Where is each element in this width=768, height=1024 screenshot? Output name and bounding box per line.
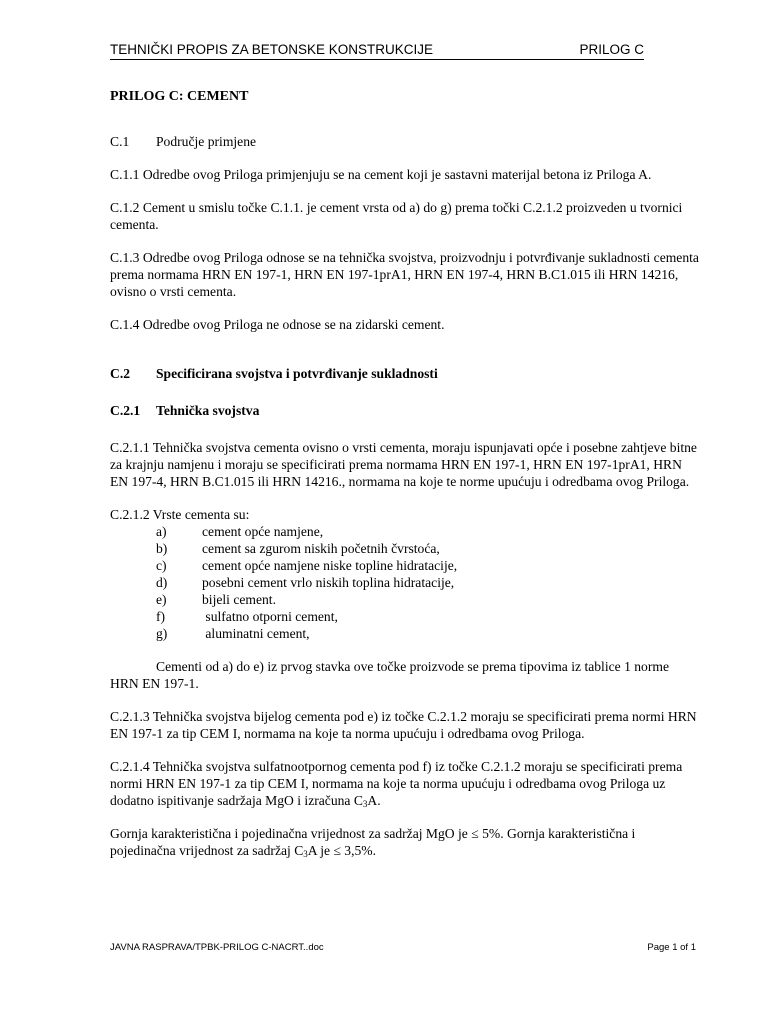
list-item: [156, 574, 700, 591]
document-body: [110, 88, 700, 875]
page-header: [110, 42, 644, 60]
list-item: [156, 591, 700, 608]
footer-filename: JAVNA RASPRAVA/TPBK-PRILOG C-NACRT..doc: [110, 942, 324, 953]
list-text: sulfatno otporni cement,: [202, 609, 338, 624]
limit-mgo: Gornja karakteristična i pojedinačna vrijednost za sadržaj MgO je ≤ 5%.: [110, 826, 504, 841]
paragraph-c13: C.1.3 Odredbe ovog Priloga odnose se na tehnička svojstva, proizvodnju i potvrđivanje sukladnosti cementa prema normama HRN EN 197-1, HRN EN 197-1prA1, HRN EN 197-4, HRN B.C1.015 ili HRN 14216, ovisno o vrsti cementa.: [110, 250, 699, 299]
section-c2-heading: [110, 365, 700, 382]
cement-types-list: [156, 523, 700, 642]
paragraph-c11: C.1.1 Odredbe ovog Priloga primjenjuju se na cement koji je sastavni materijal betona iz Priloga A.: [110, 167, 652, 182]
list-item: [156, 625, 700, 642]
paragraph-c213: C.2.1.3 Tehnička svojstva bijelog cementa pod e) iz točke C.2.1.2 moraju se specificirati prema normi HRN EN 197-1 za tip CEM I, normama na koje ta norma upućuju i odredbama ovog Priloga.: [110, 709, 697, 741]
section-c1-heading: [110, 133, 700, 150]
limit-c3a-end: A je ≤ 3,5%.: [307, 843, 377, 858]
subscript: 3: [303, 849, 308, 859]
list-letter: d): [156, 575, 168, 590]
list-letter: f): [156, 609, 166, 624]
list-item: [156, 608, 700, 625]
section-number: C.1: [110, 134, 130, 149]
paragraph-c212-intro: C.2.1.2 Vrste cementa su:: [110, 507, 250, 522]
paragraph-text-end: A.: [367, 793, 381, 808]
section-title: Područje primjene: [156, 134, 257, 149]
list-text: cement opće namjene niske topline hidratacije,: [202, 558, 458, 573]
paragraph-c211: C.2.1.1 Tehnička svojstva cementa ovisno o vrsti cementa, moraju ispunjavati opće i posebne zahtjeve bitne za krajnju namjenu i moraju se specificirati prema normama HRN EN 197-1, HRN EN 197-1prA1, HRN EN 197-4, HRN B.C1.015 ili HRN 14216., normama na koje te norme upućuju i odredbama ovog Priloga.: [110, 440, 697, 489]
list-item: [156, 540, 700, 557]
list-letter: c): [156, 558, 167, 573]
paragraph-limits: [110, 825, 700, 859]
section-number: C.2: [110, 366, 131, 381]
section-c21-heading: [110, 402, 700, 419]
list-text: bijeli cement.: [202, 592, 276, 607]
list-text: cement sa zgurom niskih početnih čvrstoća,: [202, 541, 440, 556]
document-title: PRILOG C: CEMENT: [110, 89, 249, 104]
paragraph-c214: [110, 758, 700, 809]
list-text: posebni cement vrlo niskih toplina hidratacije,: [202, 575, 455, 590]
list-letter: b): [156, 541, 168, 556]
list-item: [156, 523, 700, 540]
section-title: Specificirana svojstva i potvrđivanje sukladnosti: [156, 366, 438, 381]
header-annex: PRILOG C: [579, 42, 644, 57]
paragraph-text: C.2.1.4 Tehnička svojstva sulfatnootpornog cementa pod f) iz točke C.2.1.2 moraju se specificirati prema normi HRN EN 197-1 za tip CEM I, normama na koje ta norma upućuju i odredbama ovog Priloga uz dodatno ispitivanje sadržaja MgO i izračuna C: [110, 759, 683, 808]
paragraph-c12: C.1.2 Cement u smislu točke C.1.1. je cement vrsta od a) do g) prema točki C.2.1.2 proizveden u tvornici cementa.: [110, 200, 683, 232]
section-title: Tehnička svojstva: [156, 403, 260, 418]
paragraph-c14: C.1.4 Odredbe ovog Priloga ne odnose se na zidarski cement.: [110, 317, 445, 332]
page-footer: [110, 942, 696, 953]
paragraph-cementi-note: Cementi od a) do e) iz prvog stavka ove točke proizvode se prema tipovima iz tablice 1 norme HRN EN 197-1.: [110, 659, 669, 691]
list-text: cement opće namjene,: [202, 524, 324, 539]
footer-page-number: Page 1 of 1: [647, 942, 696, 953]
section-number: C.2.1: [110, 403, 141, 418]
limit-c3a-text: Gornja karakteristična i pojedinačna vrijednost za sadržaj C: [110, 826, 636, 858]
list-item: [156, 557, 700, 574]
subscript: 3: [362, 799, 368, 809]
list-text: aluminatni cement,: [202, 626, 310, 641]
list-letter: g): [156, 626, 168, 641]
list-letter: e): [156, 592, 167, 607]
header-title: TEHNIČKI PROPIS ZA BETONSKE KONSTRUKCIJE: [110, 42, 434, 57]
list-letter: a): [156, 524, 167, 539]
